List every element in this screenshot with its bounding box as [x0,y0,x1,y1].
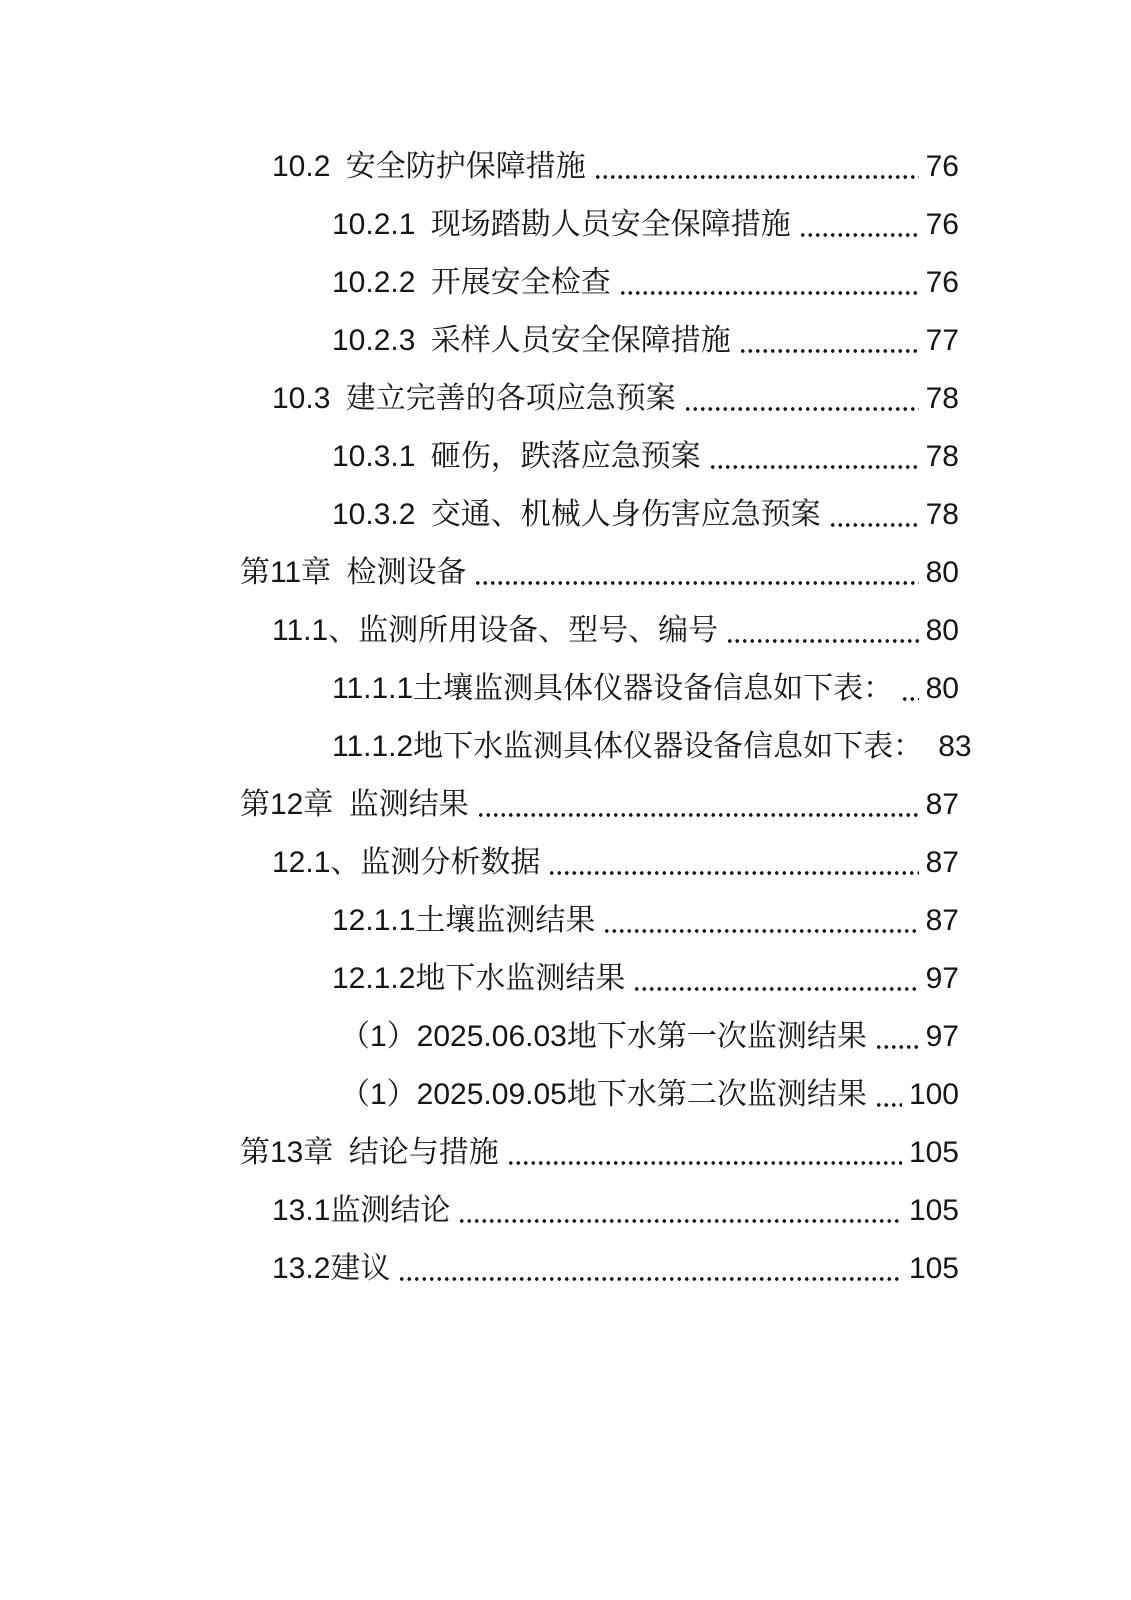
toc-entry[interactable] [240,892,959,950]
toc-entry[interactable] [240,428,959,486]
toc-entry-label: 12.1.2地下水监测结果 [332,962,626,995]
toc-entry-label: （1）2025.09.05地下水第二次监测结果 [340,1078,867,1111]
toc-leader-dots [684,370,919,428]
toc-entry-label: 11.1、监测所用设备、型号、编号 [272,614,719,647]
toc-entry[interactable] [240,486,959,544]
toc-leader-dots [548,834,918,892]
toc-list [240,138,972,1298]
toc-leader-dots [799,196,919,254]
toc-entry-label: 第13章 结论与措施 [240,1136,499,1169]
toc-leader-dots [477,776,919,834]
toc-entry[interactable] [240,660,959,718]
toc-entry-label: 13.2建议 [272,1252,391,1285]
toc-entry-label: 12.1.1土壤监测结果 [332,904,596,937]
toc-entry[interactable] [240,196,959,254]
toc-entry[interactable] [240,1124,959,1182]
toc-entry-page-number: 80 [925,556,959,589]
toc-entry-page-number: 87 [925,846,959,879]
toc-leader-dots [474,544,918,602]
toc-entry-page-number: 76 [925,208,959,241]
toc-entry-label: 10.2 安全防护保障措施 [272,150,586,183]
toc-entry[interactable] [240,312,959,370]
toc-entry[interactable] [240,138,959,196]
toc-entry[interactable] [240,370,959,428]
toc-leader-dots [458,1182,902,1240]
toc-entry-label: 10.3.2 交通、机械人身伤害应急预案 [332,498,821,531]
toc-entry-label: 12.1、监测分析数据 [272,846,541,879]
toc-entry-page-number: 97 [925,1020,959,1053]
toc-entry-label: 10.3 建立完善的各项应急预案 [272,382,676,415]
toc-entry[interactable] [240,1240,959,1298]
toc-entry-page-number: 80 [925,614,959,647]
toc-entry-label: 11.1.2地下水监测具体仪器设备信息如下表： [332,730,924,763]
toc-entry[interactable] [240,602,959,660]
toc-leader-dots [619,254,919,312]
toc-entry[interactable] [240,1066,959,1124]
toc-entry-page-number: 97 [925,962,959,995]
toc-leader-dots [726,602,918,660]
toc-leader-dots [398,1240,902,1298]
toc-entry[interactable] [240,834,959,892]
toc-entry[interactable] [240,950,959,1008]
toc-entry-page-number: 105 [908,1194,959,1227]
toc-leader-dots [633,950,918,1008]
toc-entry[interactable] [240,1008,959,1066]
toc-entry-page-number: 76 [925,266,959,299]
toc-entry-page-number: 100 [908,1078,959,1111]
toc-entry-label: 第12章 监测结果 [240,788,469,821]
toc-entry[interactable] [240,776,959,834]
toc-entry-label: 10.2.1 现场踏勘人员安全保障措施 [332,208,791,241]
toc-leader-dots [507,1124,902,1182]
toc-leader-dots [875,1066,902,1124]
toc-entry-label: （1）2025.06.03地下水第一次监测结果 [340,1020,867,1053]
toc-entry-page-number: 78 [925,498,959,531]
toc-leader-dots [739,312,919,370]
toc-leader-dots [709,428,919,486]
toc-entry-label: 11.1.1土壤监测具体仪器设备信息如下表： [332,672,894,705]
toc-entry-page-number: 77 [925,324,959,357]
toc-entry-label: 10.2.2 开展安全检查 [332,266,611,299]
toc-entry-page-number: 78 [925,440,959,473]
toc-entry-label: 13.1监测结论 [272,1194,451,1227]
toc-entry-label: 10.3.1 砸伤，跌落应急预案 [332,440,701,473]
toc-leader-dots [829,486,919,544]
toc-leader-dots [594,138,919,196]
toc-entry-page-number: 80 [925,672,959,705]
toc-leader-dots [875,1008,919,1066]
table-of-contents [240,138,972,1298]
toc-leader-dots [603,892,918,950]
toc-entry[interactable] [240,718,972,776]
toc-entry-page-number: 83 [938,730,972,763]
toc-entry-page-number: 105 [908,1136,959,1169]
toc-entry[interactable] [240,544,959,602]
toc-leader-dots [901,660,918,718]
toc-entry-label: 10.2.3 采样人员安全保障措施 [332,324,731,357]
toc-entry[interactable] [240,1182,959,1240]
toc-entry-page-number: 87 [925,904,959,937]
toc-entry[interactable] [240,254,959,312]
toc-entry-page-number: 105 [908,1252,959,1285]
toc-entry-page-number: 78 [925,382,959,415]
toc-entry-label: 第11章 检测设备 [240,556,467,589]
toc-entry-page-number: 76 [925,150,959,183]
toc-entry-page-number: 87 [925,788,959,821]
